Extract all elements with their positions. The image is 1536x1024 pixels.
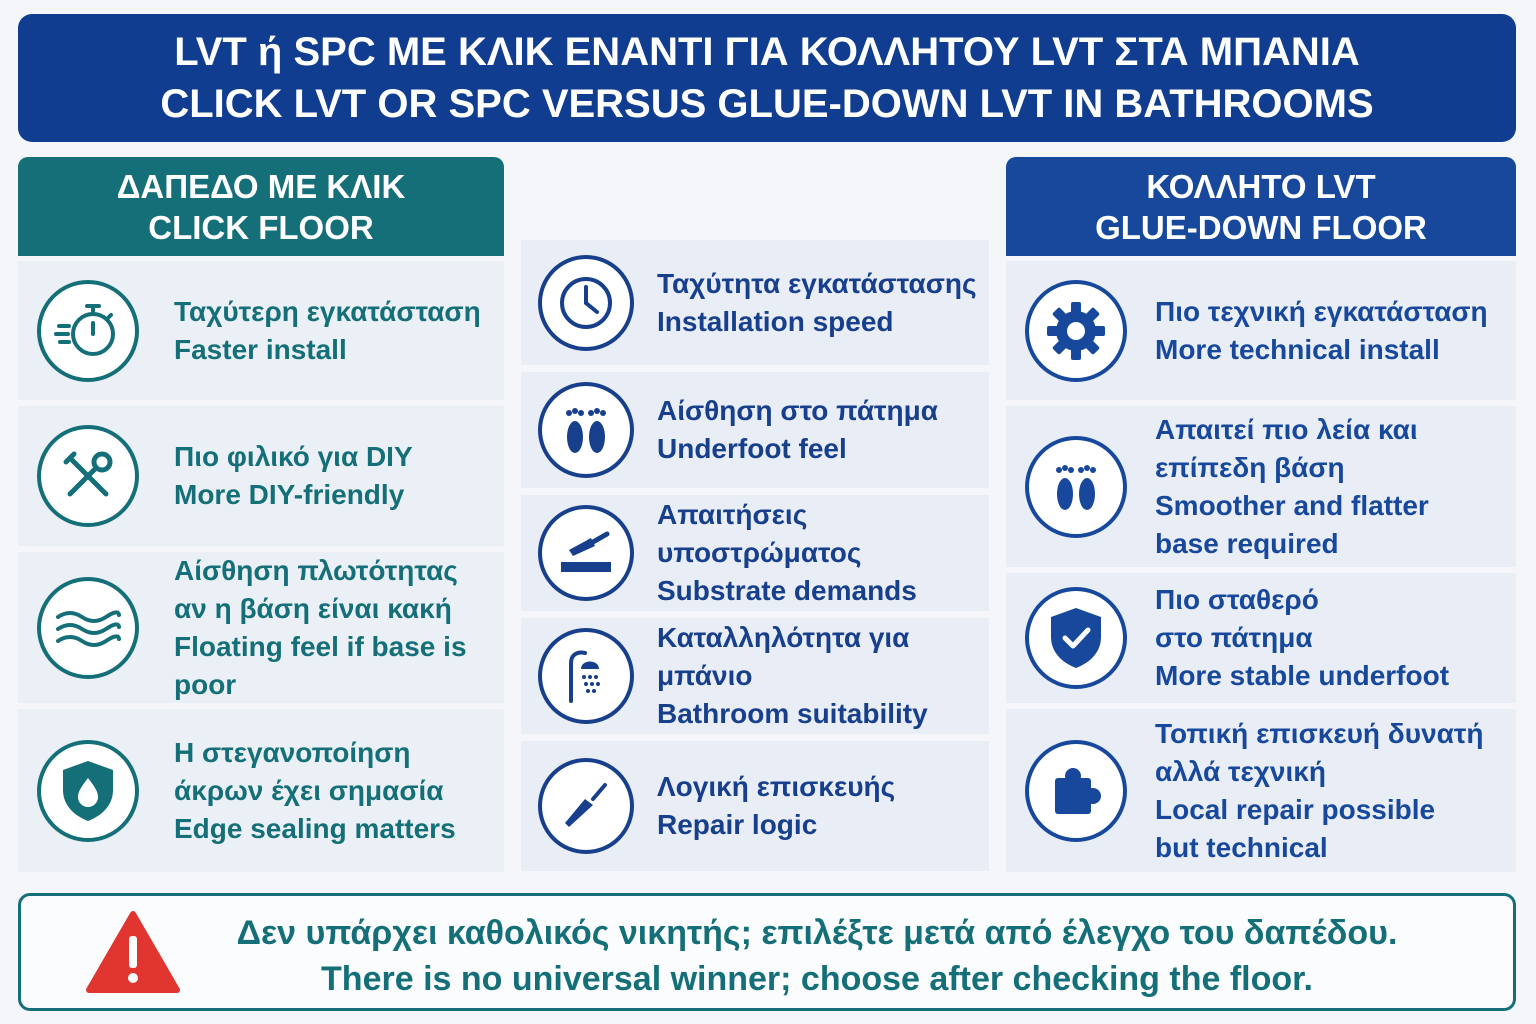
item-line-greek: στο πάτημα: [1155, 622, 1313, 653]
criterion-item: [521, 372, 989, 488]
item-text: [174, 734, 456, 848]
item-text: [657, 496, 989, 610]
conclusion-text: [171, 910, 1463, 1002]
item-line-greek: αν η βάση είναι κακή: [174, 592, 452, 624]
item-text: [1155, 715, 1483, 867]
item-line-english: Substrate demands: [657, 575, 917, 606]
conclusion-english: There is no universal winner; choose after checking the floor.: [321, 960, 1313, 998]
item-line-greek: επίπεδη βάση: [1155, 451, 1345, 483]
item-line-english: but technical: [1155, 831, 1328, 863]
waves-icon: [37, 577, 139, 679]
clock-icon: [538, 255, 634, 351]
glue-down-header-english: GLUE-DOWN FLOOR: [1095, 208, 1427, 246]
gear-icon: [1025, 280, 1127, 382]
title-english: CLICK LVT OR SPC VERSUS GLUE-DOWN LVT IN BATHROOMS: [160, 82, 1374, 126]
click-floor-item: [18, 406, 504, 546]
item-text: [657, 265, 977, 341]
item-line-english: More DIY-friendly: [174, 479, 405, 510]
glue-down-header-greek: ΚΟΛΛΗΤΟ LVT: [1146, 167, 1376, 205]
click-floor-item: [18, 261, 504, 400]
glue-down-item: [1006, 406, 1516, 567]
shower-icon: [538, 628, 634, 724]
glue-down-item: [1006, 709, 1516, 872]
item-line-english: Smoother and flatter: [1155, 489, 1429, 521]
item-line-greek: Καταλληλότητα για μπάνιο: [657, 622, 910, 691]
item-line-greek: άκρων έχει σημασία: [174, 774, 444, 806]
item-line-greek: Αίσθηση πλωτότητας: [174, 554, 458, 586]
item-line-greek: Αίσθηση στο πάτημα: [657, 395, 938, 426]
item-text: [174, 438, 413, 514]
item-line-english: Floating feel if base is poor: [174, 630, 467, 700]
item-line-english: Installation speed: [657, 305, 894, 337]
click-floor-header: [18, 157, 504, 256]
item-line-english: Local repair possible: [1155, 793, 1436, 825]
item-line-english: Underfoot feel: [657, 433, 847, 464]
footprints-icon: [1025, 436, 1127, 538]
item-line-greek: Πιο τεχνική εγκατάσταση: [1155, 295, 1488, 327]
shield-check-icon: [1025, 587, 1127, 689]
title-greek: LVT ή SPC ΜΕ ΚΛΙΚ ΕΝΑΝΤΙ ΓΙΑ ΚΟΛΛΗΤΟΥ LVT ΣΤΑ ΜΠΑΝΙΑ: [174, 30, 1360, 74]
item-text: [1155, 293, 1488, 369]
item-line-greek: αλλά τεχνική: [1155, 755, 1326, 787]
conclusion-greek: Δεν υπάρχει καθολικός νικητής; επιλέξτε μετά από έλεγχο του δαπέδου.: [236, 914, 1398, 952]
click-floor-header-english: CLICK FLOOR: [148, 208, 374, 246]
criterion-item: [521, 495, 989, 611]
item-line-greek: Απαιτήσεις υποστρώματος: [657, 499, 862, 568]
item-text: [174, 293, 481, 369]
stopwatch-icon: [37, 280, 139, 382]
item-line-english: More technical install: [1155, 333, 1440, 365]
item-line-english: base required: [1155, 527, 1339, 559]
title-banner: [18, 14, 1516, 142]
item-text: [657, 392, 938, 468]
click-floor-header-greek: ΔΑΠΕΔΟ ΜΕ ΚΛΙΚ: [116, 167, 406, 205]
item-line-english: More stable underfoot: [1155, 660, 1450, 691]
footprints-icon: [538, 382, 634, 478]
click-floor-item: [18, 709, 504, 872]
item-text: [657, 768, 895, 844]
item-text: [1155, 581, 1449, 695]
criterion-item: [521, 618, 989, 734]
item-line-greek: Τοπική επισκευή δυνατή: [1155, 717, 1484, 749]
item-line-greek: Απαιτεί πιο λεία και: [1155, 413, 1418, 445]
shield-drop-icon: [37, 740, 139, 842]
item-text: [657, 619, 989, 733]
glue-down-header: [1006, 157, 1516, 256]
item-line-greek: Πιο φιλικό για DIY: [174, 441, 413, 472]
click-floor-item: [18, 552, 504, 703]
item-line-greek: Λογική επισκευής: [657, 771, 896, 802]
item-text: [1155, 411, 1429, 563]
item-line-english: Edge sealing matters: [174, 812, 456, 844]
screwdriver-icon: [538, 758, 634, 854]
warning-icon: [85, 910, 181, 1001]
conclusion-box: [18, 893, 1516, 1011]
tools-icon: [37, 425, 139, 527]
item-line-english: Bathroom suitability: [657, 698, 928, 729]
item-line-english: Faster install: [174, 333, 347, 365]
item-line-greek: Ταχύτερη εγκατάσταση: [174, 295, 481, 327]
item-line-greek: Πιο σταθερό: [1155, 584, 1319, 615]
item-line-greek: Η στεγανοποίηση: [174, 736, 411, 768]
glue-down-item: [1006, 573, 1516, 703]
glue-down-item: [1006, 261, 1516, 400]
item-line-greek: Ταχύτητα εγκατάστασης: [657, 267, 977, 299]
item-text: [174, 552, 504, 704]
criterion-item: [521, 741, 989, 871]
item-line-english: Repair logic: [657, 809, 818, 840]
criterion-item: [521, 240, 989, 365]
trowel-icon: [538, 505, 634, 601]
puzzle-icon: [1025, 740, 1127, 842]
